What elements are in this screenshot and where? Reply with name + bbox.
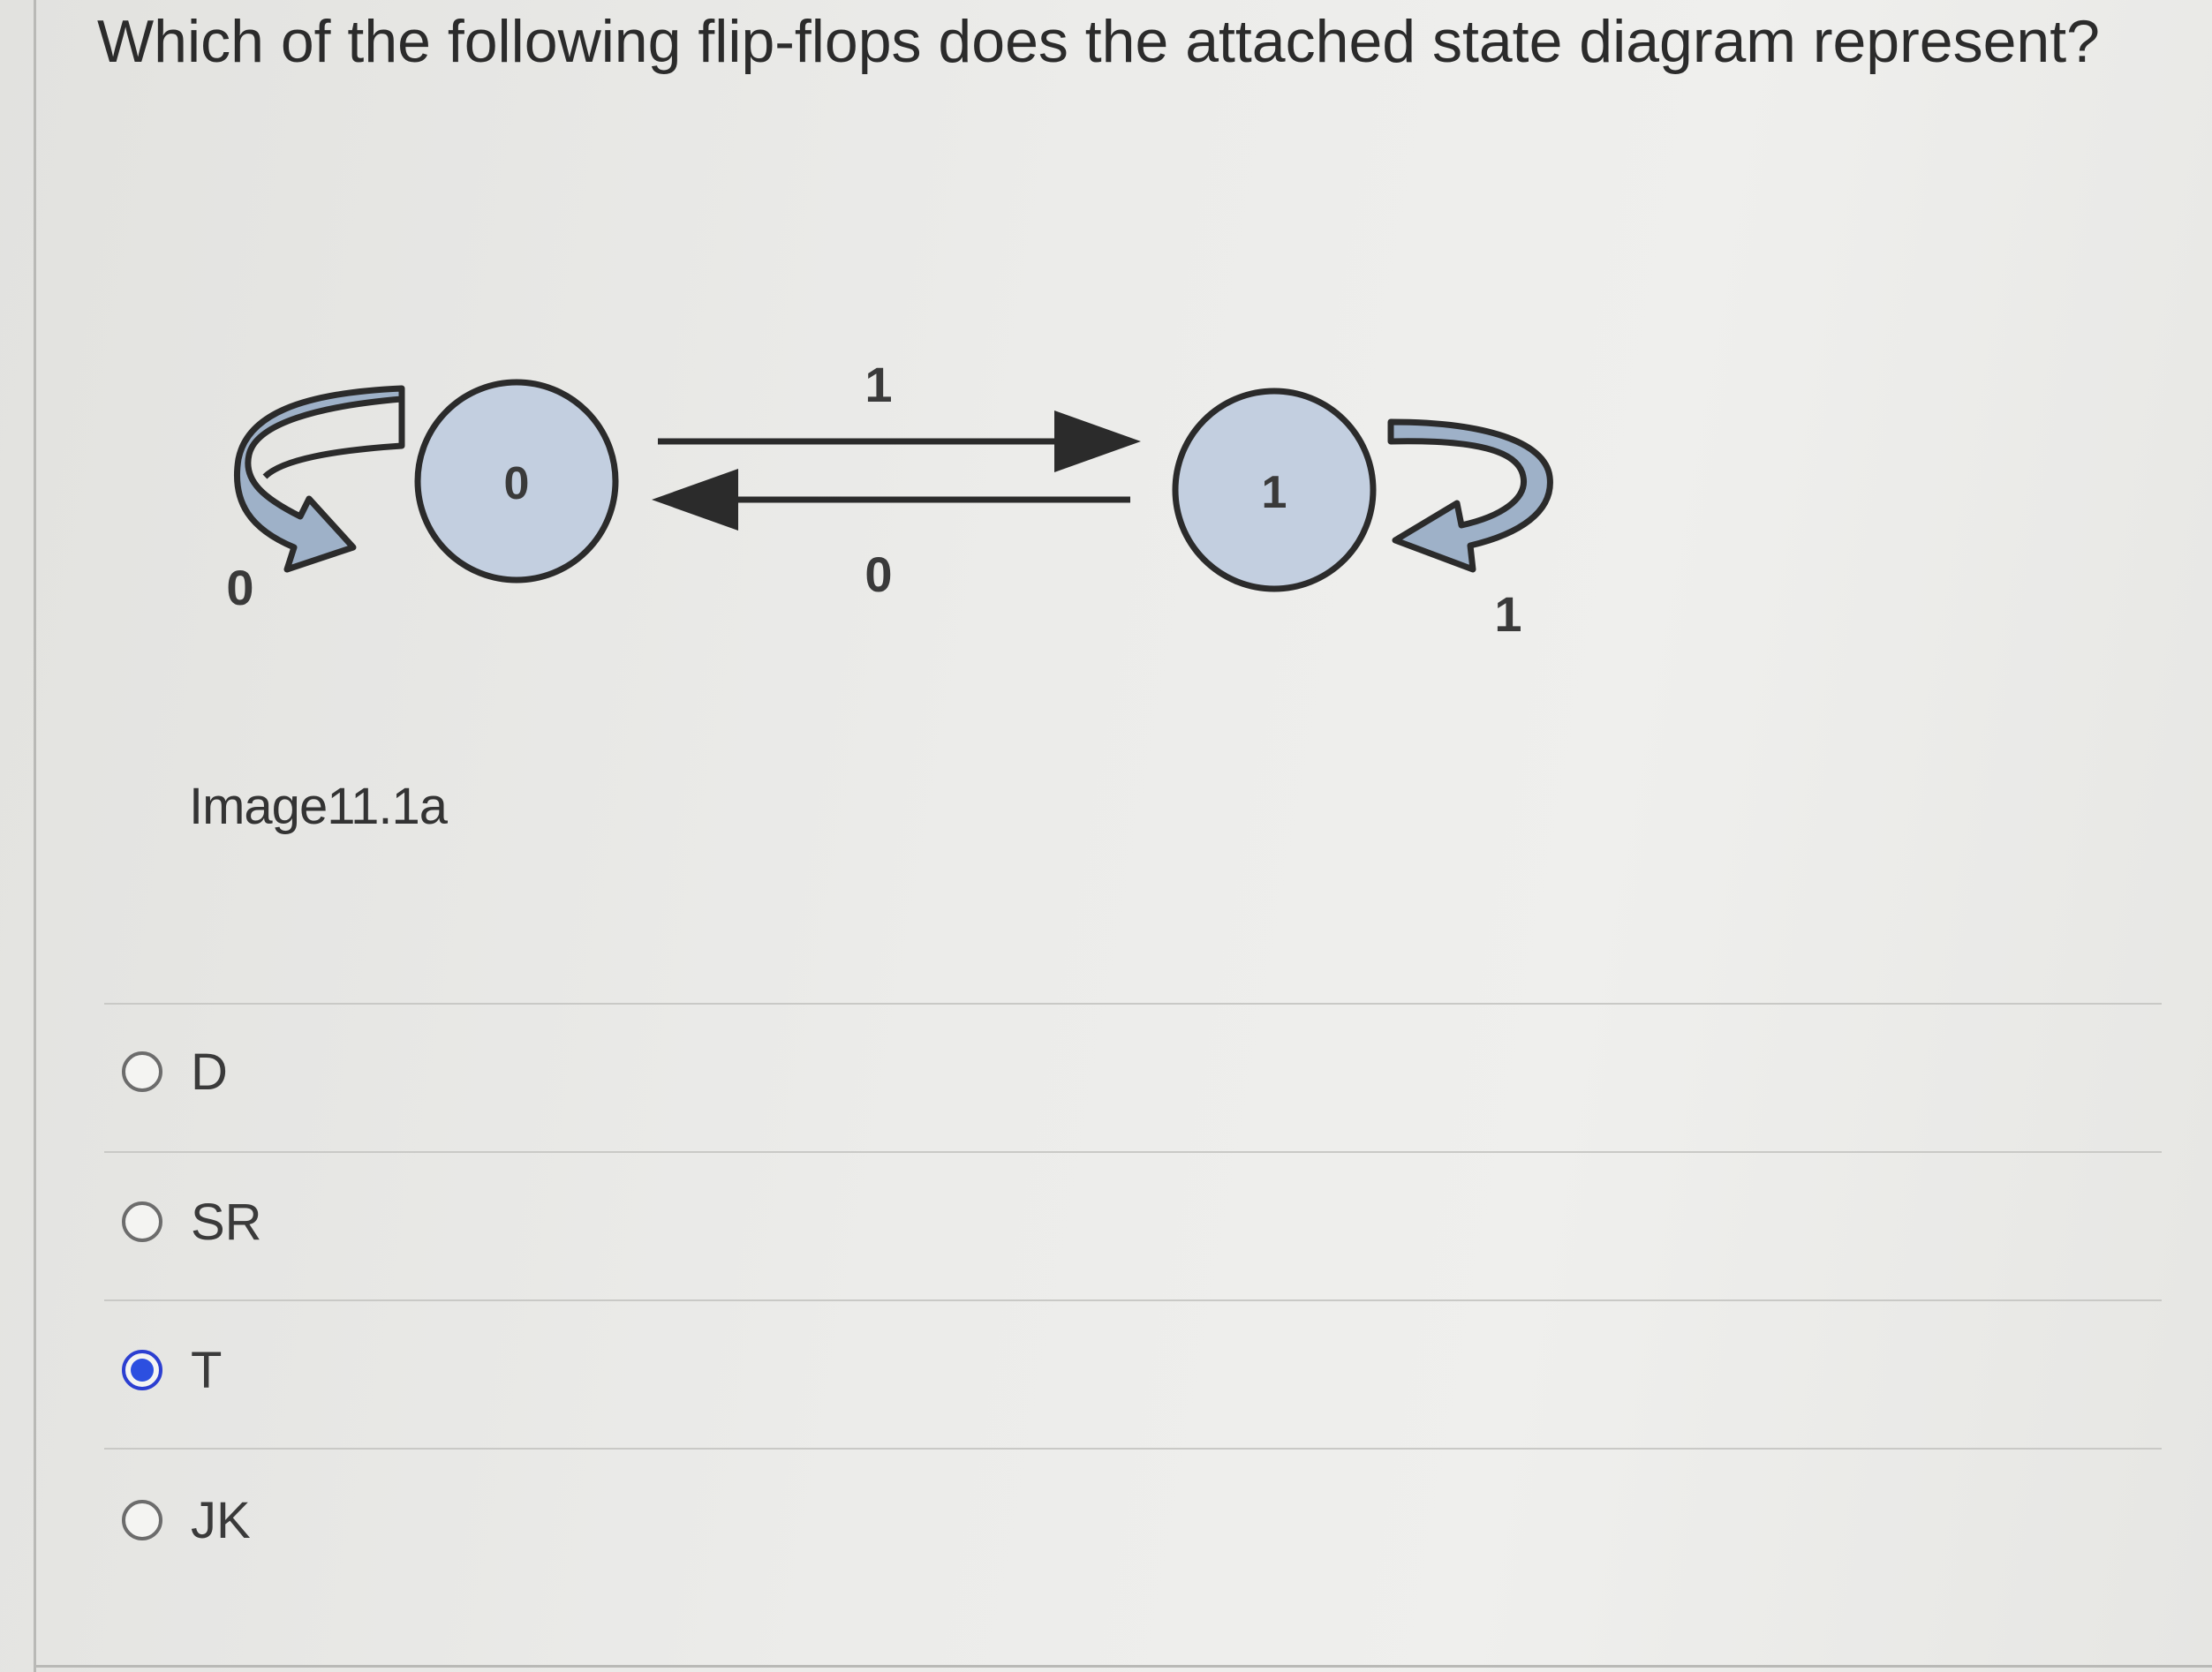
state-0-label: 0 bbox=[503, 458, 530, 509]
option-t[interactable] bbox=[122, 1335, 222, 1405]
self-loop-0-label: 0 bbox=[226, 560, 254, 615]
radio-sr[interactable] bbox=[122, 1201, 162, 1242]
divider-1 bbox=[104, 1151, 2162, 1153]
divider-3 bbox=[104, 1448, 2162, 1450]
option-d-label: D bbox=[191, 1043, 228, 1101]
state-1-label: 1 bbox=[1261, 467, 1287, 518]
divider-2 bbox=[104, 1299, 2162, 1301]
self-loop-1-label: 1 bbox=[1494, 586, 1522, 642]
radio-t[interactable] bbox=[122, 1350, 162, 1390]
arrow-1-to-0-label: 0 bbox=[864, 546, 893, 602]
radio-jk[interactable] bbox=[122, 1500, 162, 1540]
option-jk[interactable] bbox=[122, 1485, 251, 1555]
option-sr[interactable] bbox=[122, 1186, 262, 1257]
radio-t-selected-dot bbox=[131, 1359, 154, 1382]
option-sr-label: SR bbox=[191, 1193, 262, 1251]
arrow-0-to-1-label: 1 bbox=[864, 357, 893, 412]
radio-d[interactable] bbox=[122, 1051, 162, 1092]
self-loop-state-1 bbox=[1391, 422, 1550, 569]
option-t-label: T bbox=[191, 1341, 223, 1399]
option-jk-label: JK bbox=[191, 1491, 251, 1549]
divider-top bbox=[104, 1003, 2162, 1005]
self-loop-state-0 bbox=[237, 388, 402, 569]
option-d[interactable] bbox=[122, 1036, 228, 1107]
question-text: Which of the following flip-flops does the attached state diagram represent? bbox=[97, 8, 2100, 75]
diagram-caption: Image11.1a bbox=[189, 778, 448, 835]
